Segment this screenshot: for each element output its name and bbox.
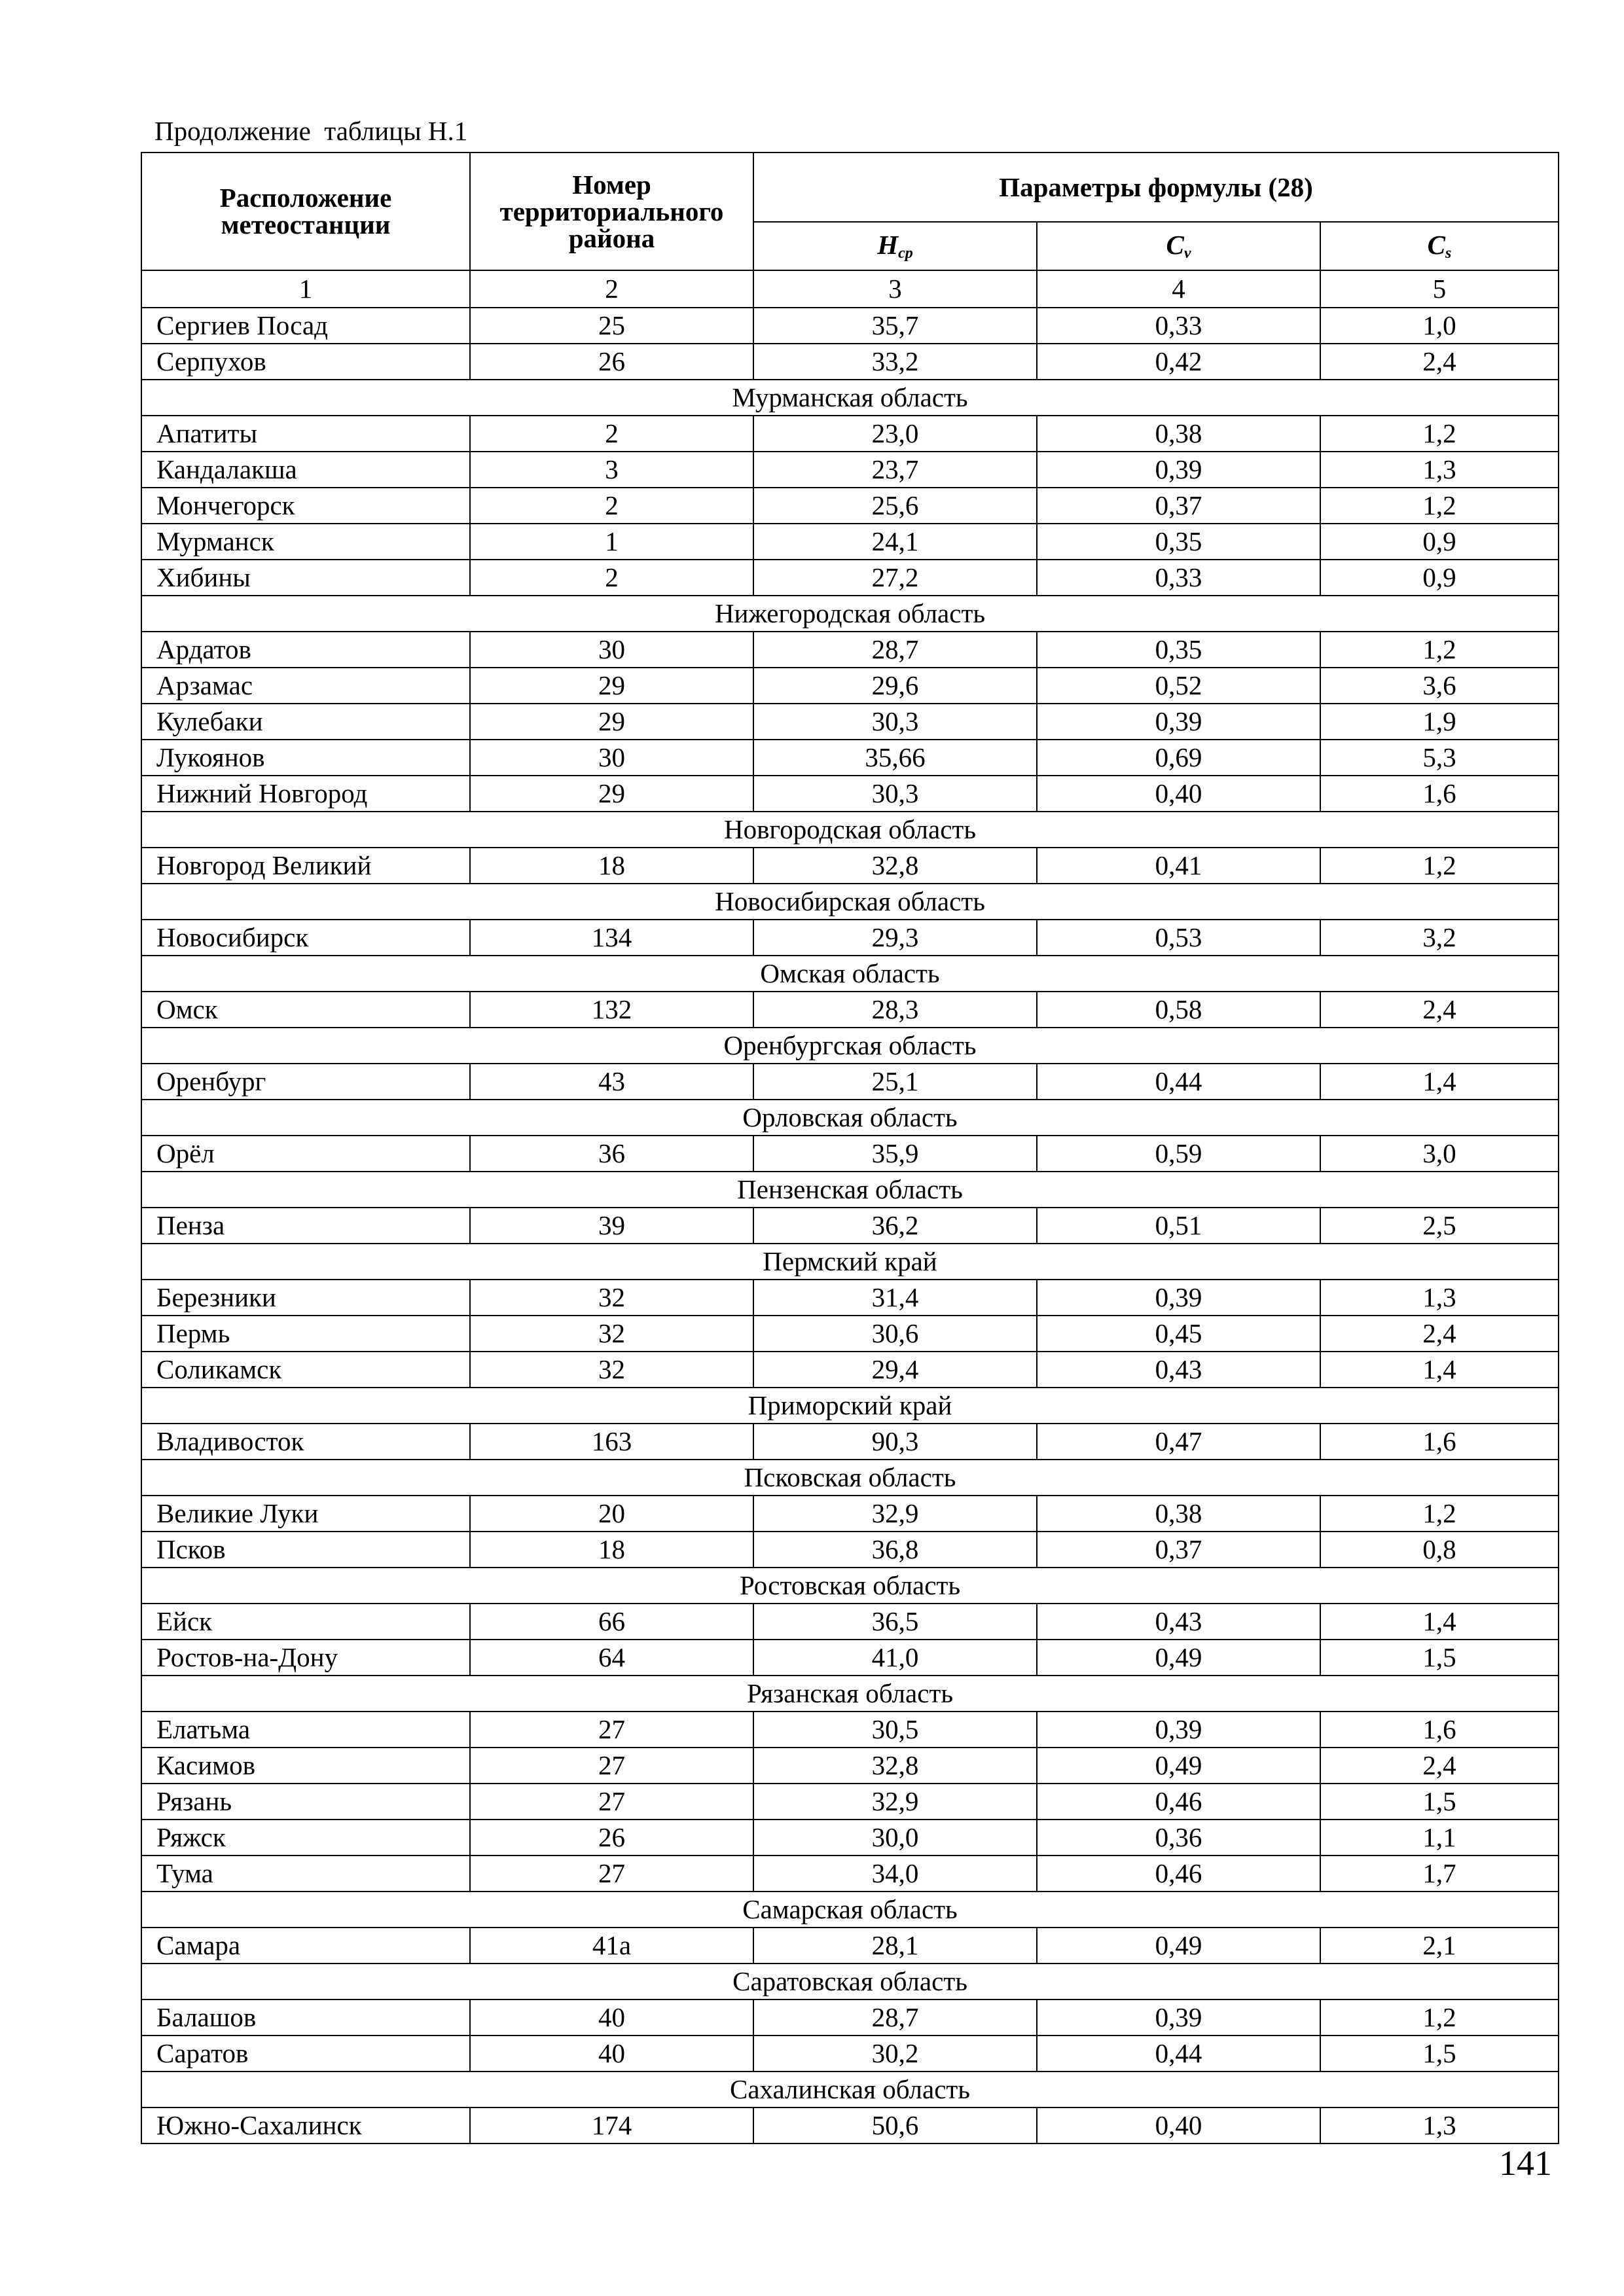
table-row <box>141 524 1559 560</box>
cv-value: 0,42 <box>1037 344 1320 380</box>
cv-value: 0,39 <box>1037 1712 1320 1748</box>
table-row <box>141 1856 1559 1892</box>
header-h-symbol: H <box>877 229 899 260</box>
table-row <box>141 1424 1559 1460</box>
region-row <box>141 1244 1559 1280</box>
column-number: 1 <box>141 270 470 308</box>
region-row <box>141 812 1559 848</box>
region-row <box>141 884 1559 920</box>
cs-value: 1,6 <box>1320 776 1559 812</box>
district-number: 27 <box>470 1856 753 1892</box>
h-avg-value: 23,7 <box>753 452 1037 488</box>
region-name: Нижегородская область <box>141 596 1559 632</box>
station-name: Арзамас <box>141 668 470 704</box>
district-number: 40 <box>470 2000 753 2036</box>
cv-value: 0,49 <box>1037 1640 1320 1676</box>
region-row <box>141 1172 1559 1208</box>
table-row <box>141 668 1559 704</box>
district-number: 1 <box>470 524 753 560</box>
district-number: 18 <box>470 1532 753 1568</box>
cs-value: 1,2 <box>1320 1496 1559 1532</box>
cv-value: 0,35 <box>1037 524 1320 560</box>
region-name: Пензенская область <box>141 1172 1559 1208</box>
station-name: Ростов-на-Дону <box>141 1640 470 1676</box>
region-row <box>141 1568 1559 1604</box>
region-name: Новгородская область <box>141 812 1559 848</box>
table-row <box>141 1136 1559 1172</box>
station-name: Тума <box>141 1856 470 1892</box>
table-row <box>141 1316 1559 1352</box>
h-avg-value: 50,6 <box>753 2108 1037 2144</box>
region-name: Омская область <box>141 956 1559 992</box>
cv-value: 0,43 <box>1037 1604 1320 1640</box>
cs-value: 1,2 <box>1320 2000 1559 2036</box>
cs-value: 2,4 <box>1320 1316 1559 1352</box>
table-row <box>141 308 1559 344</box>
table-row <box>141 632 1559 668</box>
h-avg-value: 29,3 <box>753 920 1037 956</box>
cs-value: 3,6 <box>1320 668 1559 704</box>
cv-value: 0,36 <box>1037 1820 1320 1856</box>
h-avg-value: 32,9 <box>753 1784 1037 1820</box>
district-number: 18 <box>470 848 753 884</box>
region-name: Саратовская область <box>141 1964 1559 2000</box>
header-cs <box>1320 222 1559 270</box>
station-name: Кулебаки <box>141 704 470 740</box>
table-row <box>141 2108 1559 2144</box>
table-row <box>141 1784 1559 1820</box>
station-name: Великие Луки <box>141 1496 470 1532</box>
district-number: 29 <box>470 776 753 812</box>
table-row <box>141 776 1559 812</box>
h-avg-value: 33,2 <box>753 344 1037 380</box>
cs-value: 3,2 <box>1320 920 1559 956</box>
cs-value: 1,6 <box>1320 1424 1559 1460</box>
cs-value: 0,8 <box>1320 1532 1559 1568</box>
cv-value: 0,33 <box>1037 308 1320 344</box>
table-row <box>141 920 1559 956</box>
h-avg-value: 32,8 <box>753 1748 1037 1784</box>
station-name: Хибины <box>141 560 470 596</box>
table-row <box>141 740 1559 776</box>
region-name: Оренбургская область <box>141 1028 1559 1064</box>
cv-value: 0,39 <box>1037 2000 1320 2036</box>
district-number: 27 <box>470 1748 753 1784</box>
h-avg-value: 36,8 <box>753 1532 1037 1568</box>
station-name: Ряжск <box>141 1820 470 1856</box>
station-name: Ардатов <box>141 632 470 668</box>
table-row <box>141 2036 1559 2072</box>
cs-value: 1,5 <box>1320 1640 1559 1676</box>
region-name: Самарская область <box>141 1892 1559 1928</box>
cs-value: 2,4 <box>1320 992 1559 1028</box>
region-name: Сахалинская область <box>141 2072 1559 2108</box>
h-avg-value: 29,4 <box>753 1352 1037 1388</box>
h-avg-value: 24,1 <box>753 524 1037 560</box>
column-number: 3 <box>753 270 1037 308</box>
region-row <box>141 1460 1559 1496</box>
cs-value: 2,4 <box>1320 1748 1559 1784</box>
h-avg-value: 30,3 <box>753 704 1037 740</box>
cv-value: 0,44 <box>1037 1064 1320 1100</box>
cs-value: 1,1 <box>1320 1820 1559 1856</box>
station-name: Мончегорск <box>141 488 470 524</box>
cs-value: 1,3 <box>1320 1280 1559 1316</box>
district-number: 26 <box>470 344 753 380</box>
header-cs-symbol: C <box>1427 229 1446 260</box>
district-number: 29 <box>470 704 753 740</box>
station-name: Пермь <box>141 1316 470 1352</box>
cs-value: 1,2 <box>1320 848 1559 884</box>
district-number: 30 <box>470 632 753 668</box>
region-name: Приморский край <box>141 1388 1559 1424</box>
region-row <box>141 2072 1559 2108</box>
table-row <box>141 704 1559 740</box>
cv-value: 0,44 <box>1037 2036 1320 2072</box>
district-number: 27 <box>470 1784 753 1820</box>
station-name: Рязань <box>141 1784 470 1820</box>
h-avg-value: 41,0 <box>753 1640 1037 1676</box>
table-row <box>141 2000 1559 2036</box>
station-name: Новосибирск <box>141 920 470 956</box>
cs-value: 1,3 <box>1320 452 1559 488</box>
table-row <box>141 992 1559 1028</box>
table-row <box>141 848 1559 884</box>
h-avg-value: 30,3 <box>753 776 1037 812</box>
cv-value: 0,46 <box>1037 1784 1320 1820</box>
table-row <box>141 452 1559 488</box>
h-avg-value: 90,3 <box>753 1424 1037 1460</box>
h-avg-value: 23,0 <box>753 416 1037 452</box>
h-avg-value: 25,1 <box>753 1064 1037 1100</box>
region-name: Пермский край <box>141 1244 1559 1280</box>
cv-value: 0,39 <box>1037 1280 1320 1316</box>
station-name: Мурманск <box>141 524 470 560</box>
header-h-avg <box>753 222 1037 270</box>
station-name: Нижний Новгород <box>141 776 470 812</box>
cv-value: 0,52 <box>1037 668 1320 704</box>
district-number: 43 <box>470 1064 753 1100</box>
cs-value: 1,5 <box>1320 1784 1559 1820</box>
cs-value: 2,4 <box>1320 344 1559 380</box>
district-number: 134 <box>470 920 753 956</box>
h-avg-value: 36,2 <box>753 1208 1037 1244</box>
cs-value: 0,9 <box>1320 560 1559 596</box>
cv-value: 0,49 <box>1037 1748 1320 1784</box>
cv-value: 0,51 <box>1037 1208 1320 1244</box>
h-avg-value: 35,66 <box>753 740 1037 776</box>
region-row <box>141 1676 1559 1712</box>
station-name: Лукоянов <box>141 740 470 776</box>
cs-value: 1,2 <box>1320 488 1559 524</box>
table-row <box>141 344 1559 380</box>
district-number: 40 <box>470 2036 753 2072</box>
station-name: Новгород Великий <box>141 848 470 884</box>
h-avg-value: 28,7 <box>753 632 1037 668</box>
cs-value: 1,7 <box>1320 1856 1559 1892</box>
table-row <box>141 1532 1559 1568</box>
table-row <box>141 1064 1559 1100</box>
cs-value: 1,4 <box>1320 1604 1559 1640</box>
cs-value: 1,9 <box>1320 704 1559 740</box>
h-avg-value: 30,5 <box>753 1712 1037 1748</box>
station-name: Псков <box>141 1532 470 1568</box>
station-name: Самара <box>141 1928 470 1964</box>
cv-value: 0,41 <box>1037 848 1320 884</box>
station-name: Кандалакша <box>141 452 470 488</box>
cs-value: 3,0 <box>1320 1136 1559 1172</box>
cv-value: 0,40 <box>1037 2108 1320 2144</box>
table-row <box>141 1748 1559 1784</box>
region-name: Новосибирская область <box>141 884 1559 920</box>
district-number: 29 <box>470 668 753 704</box>
station-name: Соликамск <box>141 1352 470 1388</box>
region-name: Ростовская область <box>141 1568 1559 1604</box>
table-row <box>141 1352 1559 1388</box>
cs-value: 1,2 <box>1320 632 1559 668</box>
h-avg-value: 28,3 <box>753 992 1037 1028</box>
station-name: Пенза <box>141 1208 470 1244</box>
district-number: 36 <box>470 1136 753 1172</box>
district-number: 25 <box>470 308 753 344</box>
district-number: 32 <box>470 1316 753 1352</box>
h-avg-value: 36,5 <box>753 1604 1037 1640</box>
district-number: 163 <box>470 1424 753 1460</box>
cv-value: 0,49 <box>1037 1928 1320 1964</box>
cs-value: 1,0 <box>1320 308 1559 344</box>
region-name: Рязанская область <box>141 1676 1559 1712</box>
h-avg-value: 32,9 <box>753 1496 1037 1532</box>
header-station-location: Расположение метеостанции <box>141 152 470 270</box>
header-cv-subscript: v <box>1183 244 1191 262</box>
cv-value: 0,69 <box>1037 740 1320 776</box>
cs-value: 1,5 <box>1320 2036 1559 2072</box>
district-number: 41а <box>470 1928 753 1964</box>
district-number: 3 <box>470 452 753 488</box>
station-name: Омск <box>141 992 470 1028</box>
station-name: Ейск <box>141 1604 470 1640</box>
h-avg-value: 35,7 <box>753 308 1037 344</box>
h-avg-value: 29,6 <box>753 668 1037 704</box>
cv-value: 0,39 <box>1037 452 1320 488</box>
cv-value: 0,58 <box>1037 992 1320 1028</box>
region-name: Псковская область <box>141 1460 1559 1496</box>
header-h-subscript: ср <box>898 244 913 262</box>
cv-value: 0,59 <box>1037 1136 1320 1172</box>
district-number: 32 <box>470 1280 753 1316</box>
cv-value: 0,35 <box>1037 632 1320 668</box>
table-row <box>141 1604 1559 1640</box>
station-name: Владивосток <box>141 1424 470 1460</box>
h-avg-value: 30,2 <box>753 2036 1037 2072</box>
cv-value: 0,45 <box>1037 1316 1320 1352</box>
h-avg-value: 25,6 <box>753 488 1037 524</box>
region-row <box>141 1100 1559 1136</box>
cv-value: 0,38 <box>1037 1496 1320 1532</box>
region-row <box>141 1388 1559 1424</box>
h-avg-value: 31,4 <box>753 1280 1037 1316</box>
station-name: Касимов <box>141 1748 470 1784</box>
district-number: 66 <box>470 1604 753 1640</box>
h-avg-value: 30,0 <box>753 1820 1037 1856</box>
cv-value: 0,53 <box>1037 920 1320 956</box>
station-name: Елатьма <box>141 1712 470 1748</box>
table-row <box>141 416 1559 452</box>
header-cs-subscript: s <box>1445 244 1452 262</box>
table-row <box>141 1208 1559 1244</box>
column-number: 4 <box>1037 270 1320 308</box>
table-row <box>141 488 1559 524</box>
table-caption: Продолжение таблицы Н.1 <box>154 116 468 146</box>
column-number: 5 <box>1320 270 1559 308</box>
station-name: Саратов <box>141 2036 470 2072</box>
district-number: 30 <box>470 740 753 776</box>
cv-value: 0,37 <box>1037 1532 1320 1568</box>
district-number: 2 <box>470 416 753 452</box>
header-formula-parameters: Параметры формулы (28) <box>753 152 1559 222</box>
cs-value: 1,4 <box>1320 1064 1559 1100</box>
table-row <box>141 1928 1559 1964</box>
cs-value: 2,5 <box>1320 1208 1559 1244</box>
h-avg-value: 32,8 <box>753 848 1037 884</box>
h-avg-value: 34,0 <box>753 1856 1037 1892</box>
table-row <box>141 1640 1559 1676</box>
h-avg-value: 35,9 <box>753 1136 1037 1172</box>
cv-value: 0,43 <box>1037 1352 1320 1388</box>
table-body <box>141 270 1559 2144</box>
page-number: 141 <box>1499 2144 1552 2183</box>
table-row <box>141 560 1559 596</box>
region-row <box>141 380 1559 416</box>
district-number: 27 <box>470 1712 753 1748</box>
region-row <box>141 956 1559 992</box>
cv-value: 0,38 <box>1037 416 1320 452</box>
station-name: Сергиев Посад <box>141 308 470 344</box>
region-name: Мурманская область <box>141 380 1559 416</box>
cv-value: 0,39 <box>1037 704 1320 740</box>
district-number: 26 <box>470 1820 753 1856</box>
h-avg-value: 28,7 <box>753 2000 1037 2036</box>
region-row <box>141 596 1559 632</box>
district-number: 174 <box>470 2108 753 2144</box>
cv-value: 0,33 <box>1037 560 1320 596</box>
cs-value: 1,4 <box>1320 1352 1559 1388</box>
station-name: Оренбург <box>141 1064 470 1100</box>
cs-value: 1,6 <box>1320 1712 1559 1748</box>
station-name: Орёл <box>141 1136 470 1172</box>
table-row <box>141 1496 1559 1532</box>
cv-value: 0,40 <box>1037 776 1320 812</box>
district-number: 39 <box>470 1208 753 1244</box>
cv-value: 0,47 <box>1037 1424 1320 1460</box>
cs-value: 1,3 <box>1320 2108 1559 2144</box>
station-name: Южно-Сахалинск <box>141 2108 470 2144</box>
cv-value: 0,37 <box>1037 488 1320 524</box>
district-number: 64 <box>470 1640 753 1676</box>
station-name: Балашов <box>141 2000 470 2036</box>
column-number: 2 <box>470 270 753 308</box>
table-row <box>141 1820 1559 1856</box>
district-number: 132 <box>470 992 753 1028</box>
table-row <box>141 1280 1559 1316</box>
cs-value: 0,9 <box>1320 524 1559 560</box>
h-avg-value: 27,2 <box>753 560 1037 596</box>
header-district-number: Номер территориального района <box>470 152 753 270</box>
station-name: Серпухов <box>141 344 470 380</box>
district-number: 32 <box>470 1352 753 1388</box>
region-row <box>141 1028 1559 1064</box>
cs-value: 2,1 <box>1320 1928 1559 1964</box>
column-numbering-row <box>141 270 1559 308</box>
weather-stations-table <box>141 152 1559 2144</box>
h-avg-value: 28,1 <box>753 1928 1037 1964</box>
cs-value: 1,2 <box>1320 416 1559 452</box>
table-row <box>141 1712 1559 1748</box>
h-avg-value: 30,6 <box>753 1316 1037 1352</box>
district-number: 2 <box>470 560 753 596</box>
header-cv-symbol: C <box>1166 229 1184 260</box>
station-name: Березники <box>141 1280 470 1316</box>
region-name: Орловская область <box>141 1100 1559 1136</box>
cs-value: 5,3 <box>1320 740 1559 776</box>
district-number: 20 <box>470 1496 753 1532</box>
header-cv <box>1037 222 1320 270</box>
region-row <box>141 1892 1559 1928</box>
district-number: 2 <box>470 488 753 524</box>
station-name: Апатиты <box>141 416 470 452</box>
region-row <box>141 1964 1559 2000</box>
cv-value: 0,46 <box>1037 1856 1320 1892</box>
